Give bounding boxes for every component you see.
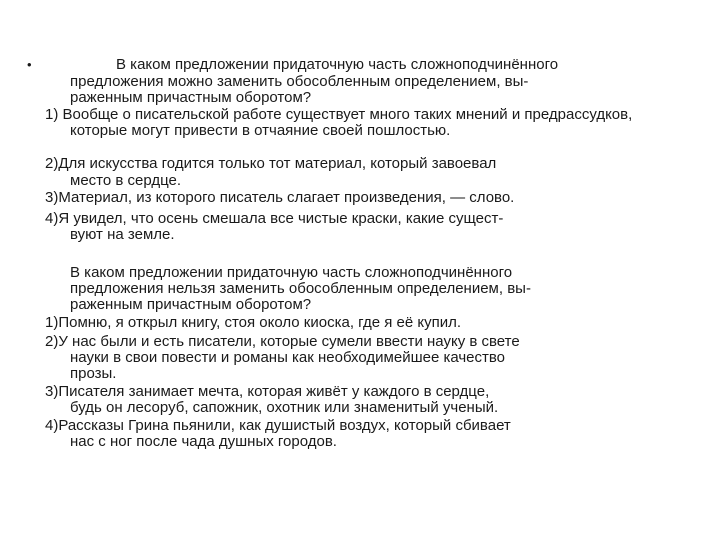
option-2-4-line-1: 4)Рассказы Грина пьянили, как душистый воздух, который сбивает <box>45 417 511 434</box>
question-1-line-1: В каком предложении придаточную часть сложноподчинённого <box>116 56 559 73</box>
option-1-3: 3)Материал, из которого писатель слагает произведения, — слово. <box>45 189 515 206</box>
question-2-line-2: предложения нельзя заменить обособленным определением, вы- <box>70 280 531 297</box>
question-2-line-3: раженным причастным оборотом? <box>70 296 312 313</box>
question-1-line-3: раженным причастным оборотом? <box>70 89 312 106</box>
option-1-4-line-2: вуют на земле. <box>70 226 175 243</box>
option-2-2-line-2: науки в свои повести и романы как необходимейшее качество <box>70 349 506 366</box>
question-1-line-2: предложения можно заменить обособленным определением, вы- <box>70 73 529 90</box>
option-2-4-line-2: нас с ног после чада душных городов. <box>70 433 337 450</box>
bullet-marker: • <box>27 57 32 72</box>
option-2-2-line-1: 2)У нас были и есть писатели, которые сумели ввести науку в свете <box>45 333 520 350</box>
option-2-3-line-2: будь он лесоруб, сапожник, охотник или знаменитый ученый. <box>70 399 499 416</box>
question-2-line-1: В каком предложении придаточную часть сложноподчинённого <box>70 264 513 281</box>
option-2-3-line-1: 3)Писателя занимает мечта, которая живёт у каждого в сердце, <box>45 383 490 400</box>
option-2-2-line-3: прозы. <box>70 365 117 382</box>
option-1-1-line-1: 1) Вообще о писательской работе существует много таких мнений и предрассудков, <box>45 106 633 123</box>
option-2-1: 1)Помню, я открыл книгу, стоя около киоска, где я её купил. <box>45 314 462 331</box>
option-1-2-line-2: место в сердце. <box>70 172 182 189</box>
option-1-1-line-2: которые могут привести в отчаяние своей пошлостью. <box>70 122 451 139</box>
option-1-4-line-1: 4)Я увидел, что осень смешала все чистые краски, какие сущест- <box>45 210 504 227</box>
option-1-2-line-1: 2)Для искусства годится только тот материал, который завоевал <box>45 155 497 172</box>
